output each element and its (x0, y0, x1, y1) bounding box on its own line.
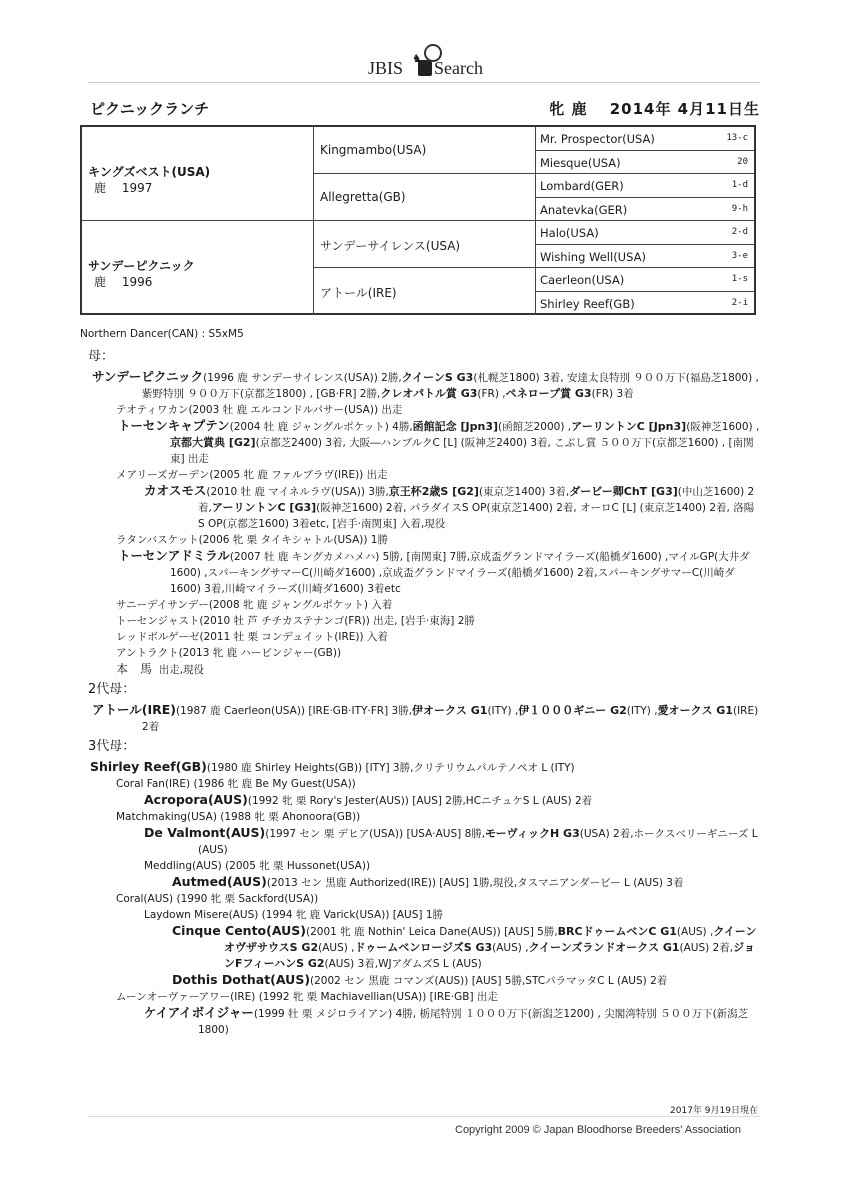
offspring-entry: メアリーズガーデン(2005 牝 鹿 ファルブラヴ(IRE)) 出走 (116, 469, 388, 481)
entry-name: Dothis Dothat(AUS) (172, 972, 311, 987)
race-title: アーリントンC [Jpn3] (571, 420, 687, 433)
race-title: モーヴィックH G3 (485, 827, 580, 840)
entry-text: (1992 牝 栗 Rory's Jester(AUS)) [AUS] 2勝,HCニチュケS L (AUS) 2着 (247, 795, 593, 807)
family-code: 1-d (731, 180, 748, 190)
entry-text: (2001 牝 鹿 Nothin' Leica Dane(AUS)) [AUS] 5勝, (306, 926, 558, 938)
family-code: 20 (737, 156, 748, 167)
self-label: 本 馬 (116, 662, 153, 676)
gen2-name: アトール(IRE) (320, 286, 397, 300)
gen2-name: Allegretta(GB) (320, 190, 406, 204)
gen2-entry (80, 702, 760, 735)
race-title: 京都大賞典 [G2] (170, 436, 256, 449)
race-title: ダービー卿ChT [G3] (569, 485, 678, 498)
entry-text: (2007 牡 鹿 キングカメハメハ) 5勝, [南関東] 7勝,京成盃グランドマイラーズ(船橋ダ1600) ,マイルGP(大井ダ1600) ,スパーキングサマーC(川崎ダ1600) ,京成盃グランドマイラーズ(船橋ダ1600) 2着,スパーキングサマーC(川崎ダ1600) 3着,川崎マイラーズ(川崎ダ1600) 3着etc (170, 551, 750, 595)
gen3-name: Shirley Reef(GB) (540, 296, 635, 311)
grand-offspring-entry (80, 792, 760, 809)
entry-text: (中山芝1600) 2着, (198, 486, 755, 514)
gen2-name: Kingmambo(USA) (320, 143, 427, 157)
great-grand-offspring-entry (80, 874, 760, 891)
section-gen2-heading: 2代母： (88, 682, 136, 697)
offspring-entry: アントラクト(2013 牝 鹿 ハービンジャー(GB)) (116, 647, 342, 659)
race-title: ドゥームベンロージズS G3 (354, 941, 493, 954)
entry-text: (AUS) , (318, 942, 355, 954)
entry-text: (USA) 2着,ホークスベリーギニーズ L (AUS) (198, 828, 758, 856)
entry-name: アトール(IRE) (92, 702, 176, 717)
family-code: 1-s (731, 274, 748, 284)
horse-icon: ♞ (412, 52, 422, 65)
family-code: 9-h (731, 203, 748, 214)
offspring-entry: テオティワカン(2003 牡 鹿 エルコンドルパサー(USA)) 出走 (116, 404, 403, 416)
entry-text: (1996 鹿 サンデーサイレンス(USA)) 2勝, (203, 372, 402, 384)
header-divider (88, 82, 760, 83)
entry-name: Cinque Cento(AUS) (172, 923, 307, 938)
entry-text: (阪神芝1600) 2着, パラダイスS OP(東京芝1400) 2着, オーロC [L] (東京芝1400) 2着, 洛陽S OP(京都芝1600) 3着etc, [岩手·南関東] 入着,現役 (198, 502, 755, 530)
pedigree-dam (82, 221, 314, 315)
entry-text: (2010 牡 鹿 マイネルラヴ(USA)) 3勝, (206, 486, 389, 498)
entry-text: (1999 牡 栗 メジロライアン) 4勝, 栃尾特別 １０００万下(新潟芝1200) , 尖閣湾特別 ５００万下(新潟芝1800) (198, 1008, 749, 1036)
offspring-entry: Coral(AUS) (1990 牝 栗 Sackford(USA)) (116, 893, 319, 905)
entry-name: サンデーピクニック (92, 369, 204, 384)
entry-text: (FR) 3着 (591, 388, 634, 400)
grand-offspring-entry (80, 1005, 760, 1038)
family-code: 2-i (731, 297, 748, 308)
jbis-search-logo (368, 44, 488, 78)
pedigree-gen3 (536, 127, 754, 151)
gen3-name: Mr. Prospector(USA) (540, 132, 655, 146)
offspring-entry (80, 548, 760, 597)
pedigree-gen2 (314, 221, 536, 268)
pedigree-gen2 (314, 174, 536, 221)
as-of-date: 2017年 9月19日現在 (670, 1106, 758, 1116)
title-row (90, 98, 760, 120)
section-gen3-heading: 3代母： (88, 739, 136, 754)
entry-name: トーセンキャプテン (118, 418, 230, 433)
offspring-entry (80, 418, 760, 467)
entry-text: (函館芝2000) , (498, 421, 572, 433)
pedigree-gen3 (536, 221, 754, 245)
entry-text: (東京芝1400) 3着, (478, 486, 570, 498)
great-grand-offspring-entry (80, 923, 760, 972)
entry-text: (ITY) , (626, 705, 658, 717)
sire-name: キングズベスト(USA) (88, 165, 211, 179)
family-code: 3-e (731, 250, 748, 261)
entry-text: (ITY) , (487, 705, 519, 717)
pedigree-sire (82, 127, 314, 221)
pedigree-gen3 (536, 245, 754, 269)
section-dam-heading: 母： (88, 349, 115, 364)
gen3-name: Wishing Well(USA) (540, 249, 646, 264)
race-title: BRCドゥームベンC G1 (557, 925, 677, 938)
offspring-entry: レッドボルゲーゼ(2011 牡 栗 コンデュイット(IRE)) 入着 (116, 631, 388, 643)
grand-offspring-entry: Meddling(AUS) (2005 牝 栗 Hussonet(USA)) (144, 860, 371, 872)
entry-name: トーセンアドミラル (118, 548, 230, 563)
entry-text: (AUS) , (676, 926, 714, 938)
pedigree-gen3 (536, 292, 754, 316)
entry-text: (1987 鹿 Caerleon(USA)) [IRE·GB·ITY·FR] 3勝, (176, 705, 413, 717)
entry-text: (AUS) , (492, 942, 529, 954)
gen3-entry (80, 759, 760, 776)
entry-text: (1980 鹿 Shirley Heights(GB)) [ITY] 3勝,クリテリウムパルテノペオ L (ITY) (206, 762, 575, 774)
logo-search-text: Search (434, 58, 483, 78)
offspring-entry: ムーンオーヴァーアワー(IRE) (1992 牝 栗 Machiavellian(USA)) [IRE·GB] 出走 (116, 991, 498, 1003)
offspring-entry: トーセンジャスト(2010 牡 芦 チチカステナンゴ(FR)) 出走, [岩手·東海] 2勝 (116, 615, 475, 627)
sire-info: 鹿 1997 (94, 181, 153, 195)
family-code: 2-d (731, 227, 748, 237)
dam-name: サンデーピクニック (88, 259, 195, 273)
race-title: クイーンオヴザサウスS G2 (224, 925, 757, 954)
entry-text: (1997 セン 栗 デヒア(USA)) [USA·AUS] 8勝, (265, 828, 486, 840)
pedigree-gen2 (314, 127, 536, 174)
family-code: 13-c (726, 133, 748, 143)
great-grand-offspring-entry (80, 972, 760, 989)
gen3-name: Lombard(GER) (540, 179, 624, 193)
race-title: 愛オークス G1 (657, 704, 733, 717)
race-title: ペネロープ賞 G3 (505, 387, 592, 400)
gen3-name: Caerleon(USA) (540, 273, 625, 287)
race-title: ジョンFフィーハンS G2 (224, 941, 755, 970)
pedigree-table (80, 125, 756, 315)
entry-name: Shirley Reef(GB) (90, 759, 207, 774)
entry-text: (AUS) 3着,WJアダムズS L (AUS) (324, 958, 482, 970)
gen3-name: Anatevka(GER) (540, 202, 628, 217)
gen3-name: Halo(USA) (540, 226, 599, 240)
entry-text: (札幌芝1800) 3着, 安達太良特別 ９００万下(福島芝1800) , 紫野特別 ９００万下(京都芝1800) , [GB·FR] 2勝, (142, 372, 759, 400)
pedigree-gen3 (536, 268, 754, 292)
family-record (80, 345, 760, 1038)
race-title: 伊オークス G1 (412, 704, 488, 717)
offspring-entry: ラタンバスケット(2006 牝 栗 タイキシャトル(USA)) 1勝 (116, 534, 388, 546)
entry-text: (IRE) 2着 (142, 705, 759, 733)
entry-text: (2004 牡 鹿 ジャングルポケット) 4勝, (229, 421, 413, 433)
entry-text: (京都芝2400) 3着, 大阪―ハンブルクC [L] (阪神芝2400) 3着, こぶし賞 ５００万下(京都芝1600) , [南関東] 出走 (170, 437, 754, 465)
entry-text: (2002 セン 黒鹿 コマンズ(AUS)) [AUS] 5勝,STCパラマッタC L (AUS) 2着 (310, 975, 668, 987)
footer-divider (88, 1116, 760, 1117)
self-status: 出走,現役 (158, 664, 205, 676)
pedigree-gen2 (314, 268, 536, 315)
entry-text: (FR) , (477, 388, 506, 400)
pedigree-gen3 (536, 198, 754, 222)
entry-name: Autmed(AUS) (172, 874, 267, 889)
pedigree-gen3 (536, 174, 754, 198)
offspring-entry: Matchmaking(USA) (1988 牝 栗 Ahonoora(GB)) (116, 811, 361, 823)
offspring-entry: サニーデイサンデー(2008 牝 鹿 ジャングルポケット) 入着 (116, 599, 393, 611)
entry-name: De Valmont(AUS) (144, 825, 266, 840)
grand-offspring-entry (80, 483, 760, 532)
horse-name: ピクニックランチ (90, 100, 210, 118)
entry-text: (2013 セン 黒鹿 Authorized(IRE)) [AUS] 1勝,現役,タスマニアンダービー L (AUS) 3着 (266, 877, 684, 889)
copyright: Copyright 2009 © Japan Bloodhorse Breeders' Association (455, 1124, 741, 1136)
entry-name: Acropora(AUS) (144, 792, 248, 807)
race-title: クイーンズランドオークス G1 (528, 941, 680, 954)
horse-meta: 牝 鹿 2014年 4月11日生 (549, 100, 760, 118)
inbreeding-note: Northern Dancer(CAN) : S5xM5 (80, 328, 244, 340)
dam-entry (80, 369, 760, 402)
race-title: 京王杯2歳S [G2] (388, 485, 479, 498)
pedigree-gen3 (536, 151, 754, 175)
offspring-entry: Coral Fan(IRE) (1986 牝 鹿 Be My Guest(USA)) (116, 778, 356, 790)
logo-jbis-text: JBIS (368, 58, 404, 78)
race-title: 伊１０００ギニー G2 (518, 704, 627, 717)
gen2-name: サンデーサイレンス(USA) (320, 239, 461, 253)
race-title: クイーンS G3 (401, 371, 474, 384)
race-title: 函館記念 [Jpn3] (412, 420, 499, 433)
dam-info: 鹿 1996 (94, 275, 153, 289)
entry-text: (AUS) 2着, (679, 942, 734, 954)
grand-offspring-entry (80, 825, 760, 858)
entry-text: (阪神芝1600) , (686, 421, 760, 433)
race-title: クレオパトル賞 G3 (380, 387, 478, 400)
gen3-name: Miesque(USA) (540, 155, 621, 170)
self-entry (80, 661, 760, 678)
entry-name: ケイアイボイジャー (144, 1005, 254, 1020)
grand-offspring-entry: Laydown Misere(AUS) (1994 牝 鹿 Varick(USA)) [AUS] 1勝 (144, 909, 444, 921)
race-title: アーリントンC [G3] (211, 501, 317, 514)
entry-name: カオスモス (144, 483, 207, 498)
